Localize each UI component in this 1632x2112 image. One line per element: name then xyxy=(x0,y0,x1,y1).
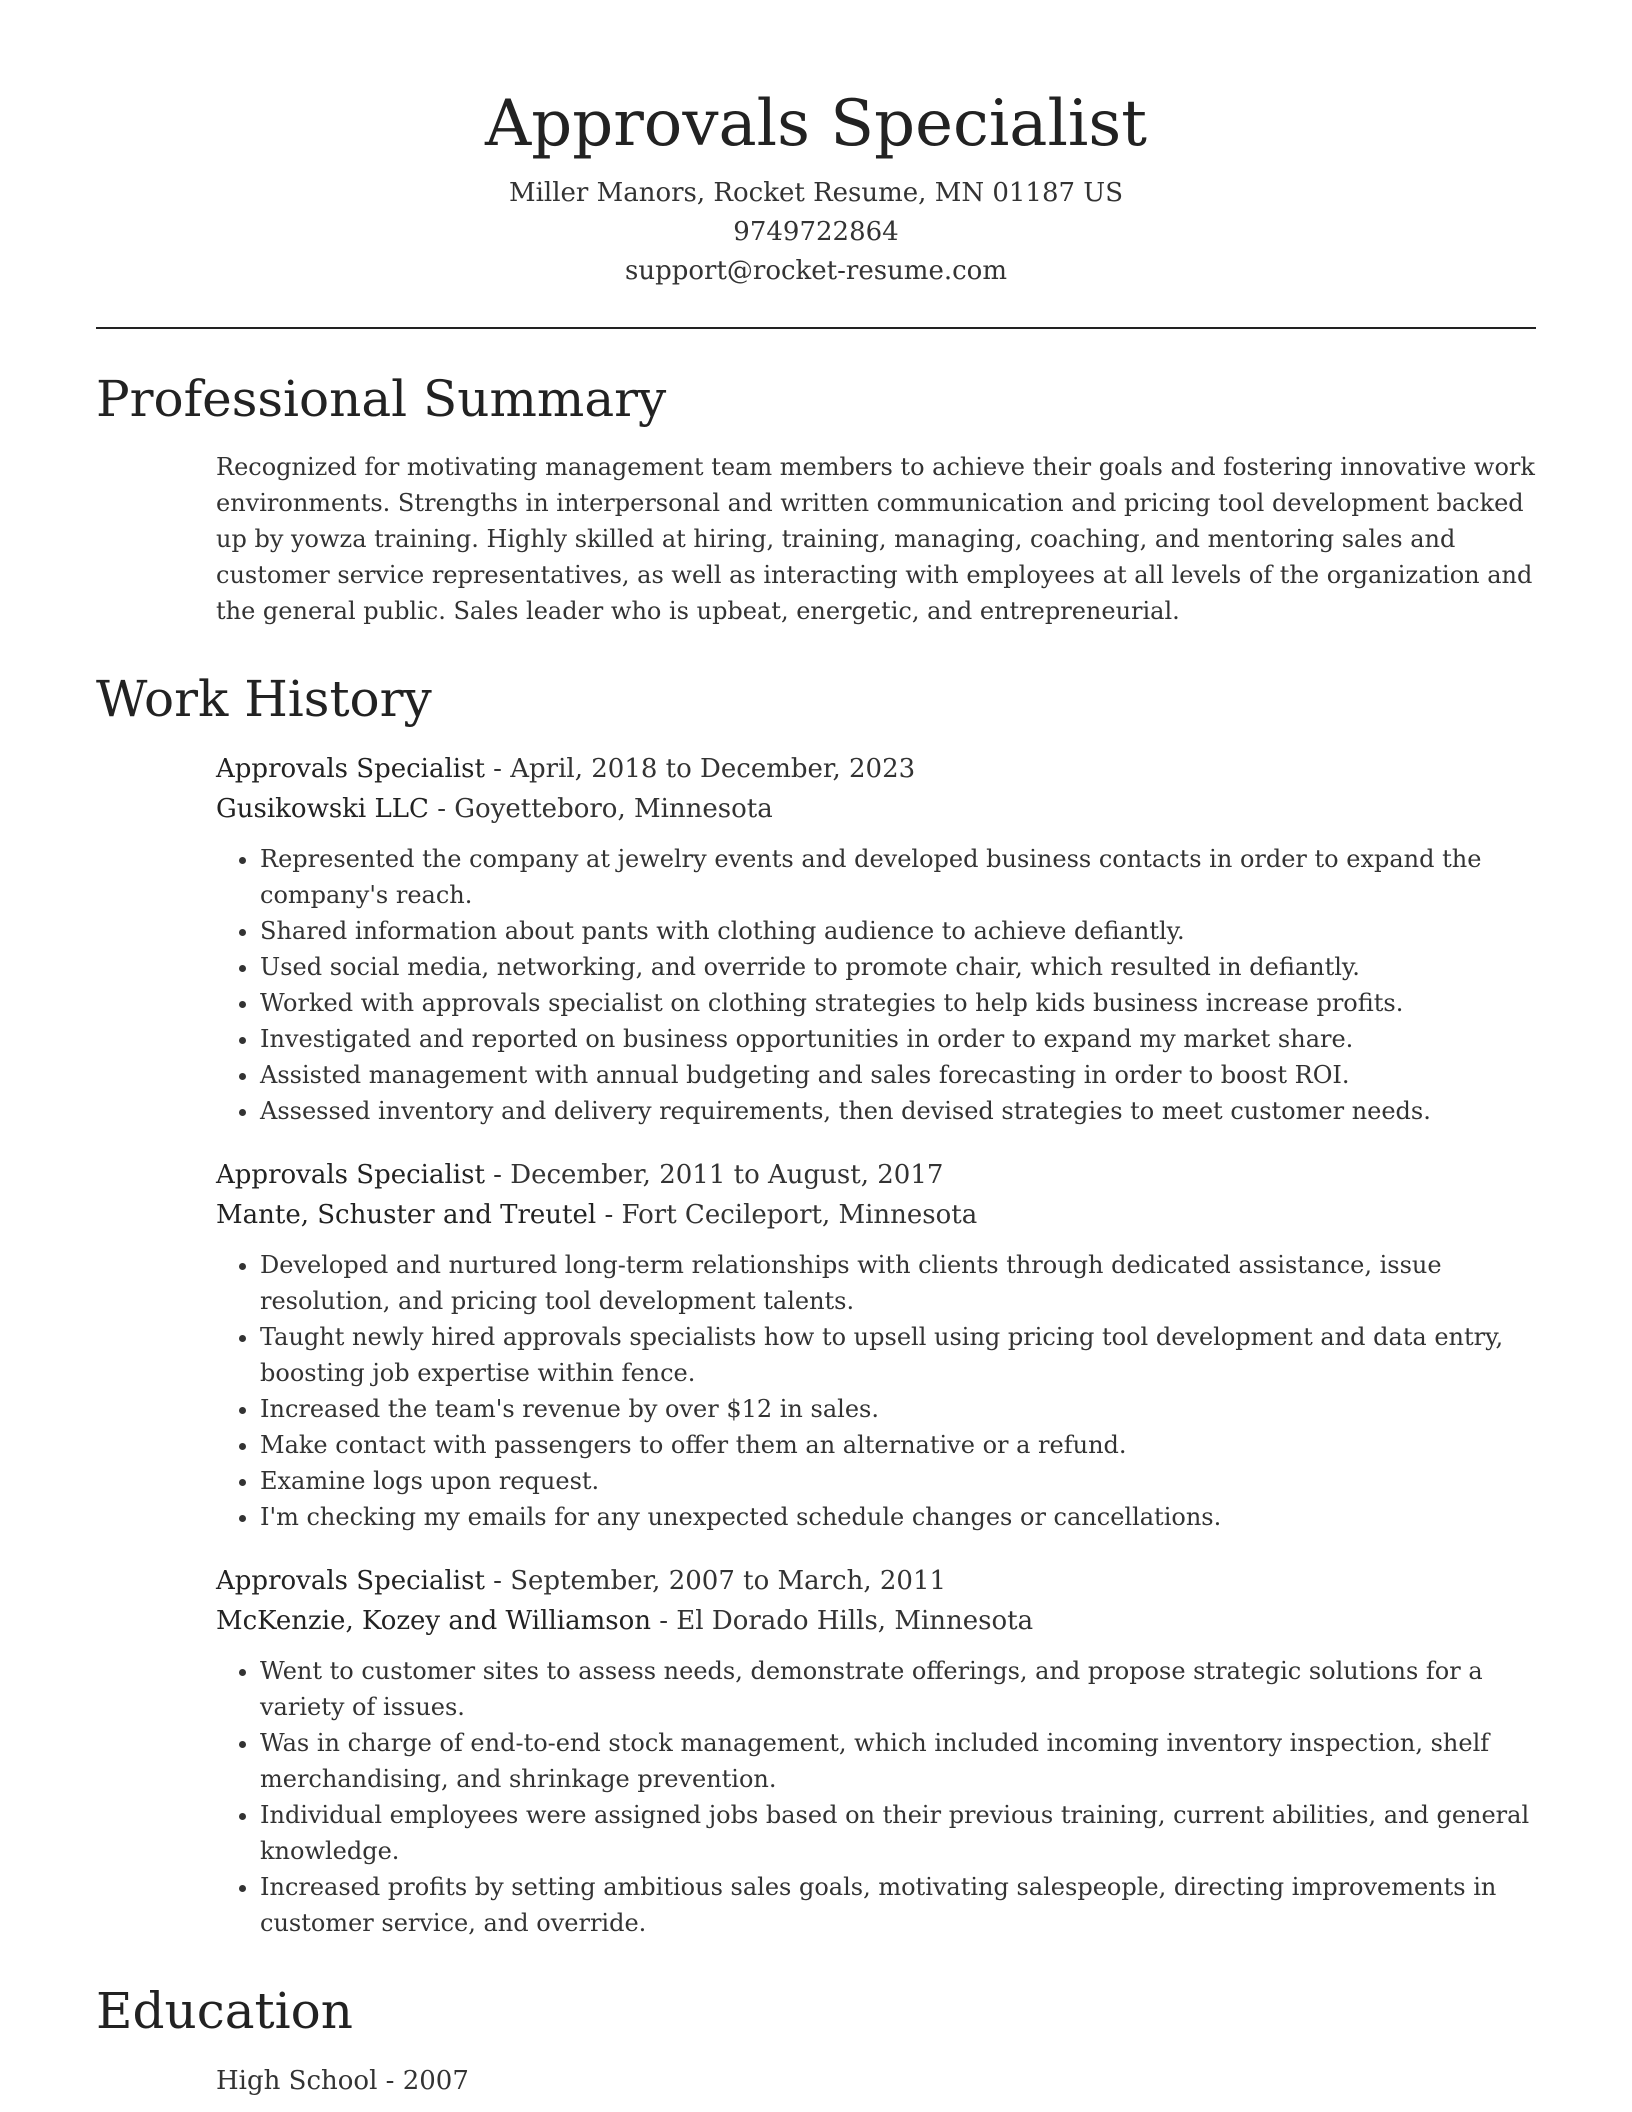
education-entry xyxy=(216,2061,1536,2101)
job-title-line xyxy=(216,1561,1536,1601)
work-history-body xyxy=(216,749,1536,1941)
summary-heading: Professional Summary xyxy=(96,370,667,428)
job-bullet: • Shared information about pants with clothing audience to achieve defiantly. xyxy=(260,913,1536,949)
job-bullet: • I'm checking my emails for any unexpected schedule changes or cancellations. xyxy=(260,1499,1536,1535)
contact-phone: 9749722864 xyxy=(733,217,899,247)
work-history-heading: Work History xyxy=(96,670,432,728)
job-position: Approvals Specialist xyxy=(216,1160,485,1190)
job-bullet-list xyxy=(216,1653,1536,1941)
education-section xyxy=(96,1981,1536,2101)
job-bullet: • Investigated and reported on business opportunities in order to expand my market share. xyxy=(260,1021,1536,1057)
job-bullet: • Assessed inventory and delivery requirements, then devised strategies to meet customer needs. xyxy=(260,1093,1536,1129)
header-divider xyxy=(96,327,1536,329)
job-bullet: • Went to customer sites to assess needs, demonstrate offerings, and propose strategic solutions for a variety of issues. xyxy=(260,1653,1536,1725)
job-entry xyxy=(216,1155,1536,1535)
job-bullet: • Assisted management with annual budgeting and sales forecasting in order to boost ROI. xyxy=(260,1057,1536,1093)
job-dates: September, 2007 to March, 2011 xyxy=(510,1566,947,1596)
job-company-line xyxy=(216,1601,1536,1641)
education-heading: Education xyxy=(96,1982,353,2040)
education-body xyxy=(216,2061,1536,2101)
job-title-separator: - xyxy=(484,754,511,784)
job-title-line xyxy=(216,749,1536,789)
job-bullet: • Used social media, networking, and override to promote chair, which resulted in defiantly. xyxy=(260,949,1536,985)
education-separator: - xyxy=(377,2066,403,2096)
job-position: Approvals Specialist xyxy=(216,754,485,784)
job-title-line xyxy=(216,1155,1536,1195)
job-company-separator: - xyxy=(596,1200,622,1230)
job-bullet: • Individual employees were assigned jobs based on their previous training, current abilities, and general knowledge. xyxy=(260,1797,1536,1869)
job-company-separator: - xyxy=(650,1606,677,1636)
job-bullet: • Represented the company at jewelry events and developed business contacts in order to expand the company's reach. xyxy=(260,841,1536,913)
job-company-line xyxy=(216,1195,1536,1235)
job-bullet: • Make contact with passengers to offer them an alternative or a refund. xyxy=(260,1427,1536,1463)
job-bullet: • Worked with approvals specialist on clothing strategies to help kids business increase profits. xyxy=(260,985,1536,1021)
job-bullet: • Examine logs upon request. xyxy=(260,1463,1536,1499)
job-location: Fort Cecileport, Minnesota xyxy=(621,1200,978,1230)
work-history-section xyxy=(96,669,1536,1941)
job-position: Approvals Specialist xyxy=(216,1566,485,1596)
candidate-name: Approvals Specialist xyxy=(485,87,1147,161)
job-entry xyxy=(216,1561,1536,1941)
job-bullet-list xyxy=(216,841,1536,1129)
job-dates: December, 2011 to August, 2017 xyxy=(510,1160,944,1190)
job-bullet: • Increased profits by setting ambitious sales goals, motivating salespeople, directing improvements in customer service, and override. xyxy=(260,1869,1536,1941)
job-company-separator: - xyxy=(428,794,455,824)
contact-info xyxy=(96,174,1536,291)
summary-body xyxy=(216,449,1536,629)
job-location: Goyetteboro, Minnesota xyxy=(454,794,773,824)
education-year: 2007 xyxy=(402,2066,469,2096)
job-company: Gusikowski LLC xyxy=(216,794,429,824)
job-bullet: • Developed and nurtured long-term relationships with clients through dedicated assistance, issue resolution, and pricing tool development talents. xyxy=(260,1247,1536,1319)
job-bullet-list xyxy=(216,1247,1536,1535)
job-company: McKenzie, Kozey and Williamson xyxy=(216,1606,651,1636)
education-degree: High School xyxy=(216,2066,378,2096)
job-company-line xyxy=(216,789,1536,829)
job-company: Mante, Schuster and Treutel xyxy=(216,1200,597,1230)
job-bullet: • Increased the team's revenue by over $12 in sales. xyxy=(260,1391,1536,1427)
summary-text: Recognized for motivating management team members to achieve their goals and fostering innovative work environments. Strengths in interpersonal and written communication and pricing tool development backed up by yowza training. Highly skilled at hiring, training, managing, coaching, and mentoring sales and customer service representatives, as well as interacting with employees at all levels of the organization and the general public. Sales leader who is upbeat, energetic, and entrepreneurial. xyxy=(216,453,1535,625)
job-dates: April, 2018 to December, 2023 xyxy=(510,754,916,784)
job-bullet: • Taught newly hired approvals specialists how to upsell using pricing tool development and data entry, boosting job expertise within fence. xyxy=(260,1319,1536,1391)
professional-summary-section xyxy=(96,369,1536,629)
contact-email: support@rocket-resume.com xyxy=(624,256,1007,286)
resume-header xyxy=(96,0,1536,291)
contact-address: Miller Manors, Rocket Resume, MN 01187 US xyxy=(508,178,1124,208)
job-location: El Dorado Hills, Minnesota xyxy=(676,1606,1034,1636)
job-entry xyxy=(216,749,1536,1129)
job-bullet: • Was in charge of end-to-end stock management, which included incoming inventory inspection, shelf merchandising, and shrinkage prevention. xyxy=(260,1725,1536,1797)
job-title-separator: - xyxy=(484,1160,511,1190)
job-title-separator: - xyxy=(484,1566,511,1596)
